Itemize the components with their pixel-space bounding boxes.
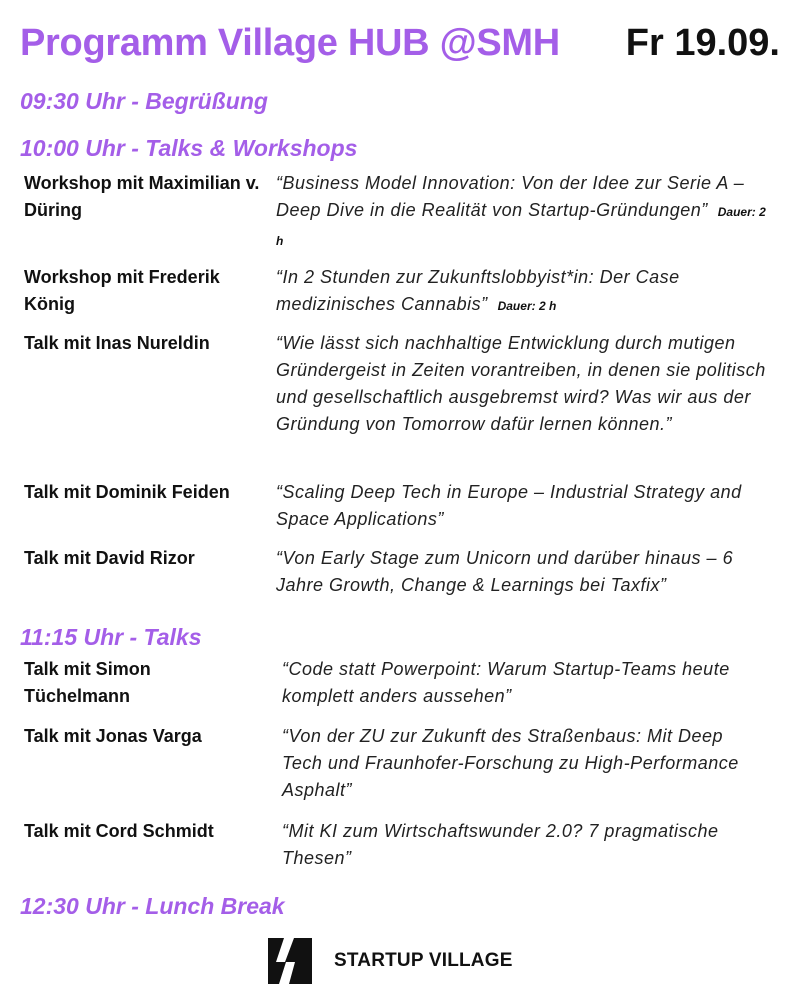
footer-branding — [268, 938, 513, 984]
section-title-talks: 11:15 Uhr - Talks — [20, 624, 202, 650]
talk-topic — [276, 170, 766, 255]
talk-topic: “Code statt Powerpoint: Warum Startup-Teams heute komplett anders aussehen” — [282, 659, 730, 706]
speaker-name: Workshop mit Frederik König — [24, 267, 220, 314]
speaker-name: Talk mit Cord Schmidt — [24, 821, 214, 841]
duration-label: Dauer: 2 h — [276, 205, 766, 248]
talk-topic: “Mit KI zum Wirtschaftswunder 2.0? 7 pragmatische Thesen” — [282, 821, 719, 868]
page-title: Programm Village HUB @SMH — [20, 22, 560, 64]
speaker-name: Talk mit Jonas Varga — [24, 726, 202, 746]
topic-text: “In 2 Stunden zur Zukunftslobbyist*in: Der Case medizinisches Cannabis” — [276, 267, 680, 314]
event-date: Fr 19.09. — [625, 22, 780, 64]
section-title-begruessung: 09:30 Uhr - Begrüßung — [20, 88, 268, 114]
startup-village-bolt-icon — [268, 938, 312, 984]
talk-topic: “Scaling Deep Tech in Europe – Industrial Strategy and Space Applications” — [276, 482, 742, 529]
speaker-name: Workshop mit Maximilian v. Düring — [24, 173, 260, 220]
brand-name: STARTUP VILLAGE — [334, 950, 513, 971]
talk-topic: “Wie lässt sich nachhaltige Entwicklung durch mutigen Gründergeist in Zeiten vorantreiben, in denen sie politisch und gesellschaftlich ausgebremst wird? Was wir aus der Gründung von Tomorrow dafür lernen können.” — [276, 333, 766, 434]
duration-label: Dauer: 2 h — [497, 299, 557, 313]
topic-text: “Business Model Innovation: Von der Idee zur Serie A – Deep Dive in die Realität von Startup-Gründungen” — [276, 173, 745, 220]
talk-topic: “Von der ZU zur Zukunft des Straßenbaus: Mit Deep Tech und Fraunhofer-Forschung zu High-Performance Asphalt” — [282, 726, 739, 800]
speaker-name: Talk mit Simon Tüchelmann — [24, 659, 151, 706]
page-header — [20, 18, 780, 74]
speaker-name: Talk mit Inas Nureldin — [24, 333, 210, 353]
speaker-name: Talk mit David Rizor — [24, 548, 195, 568]
section-title-lunch-break: 12:30 Uhr - Lunch Break — [20, 893, 285, 919]
talk-topic: “Von Early Stage zum Unicorn und darüber hinaus – 6 Jahre Growth, Change & Learnings bei Taxfix” — [276, 548, 734, 595]
speaker-name: Talk mit Dominik Feiden — [24, 482, 230, 502]
section-title-talks-workshops: 10:00 Uhr - Talks & Workshops — [20, 135, 358, 161]
talk-topic — [276, 264, 766, 320]
